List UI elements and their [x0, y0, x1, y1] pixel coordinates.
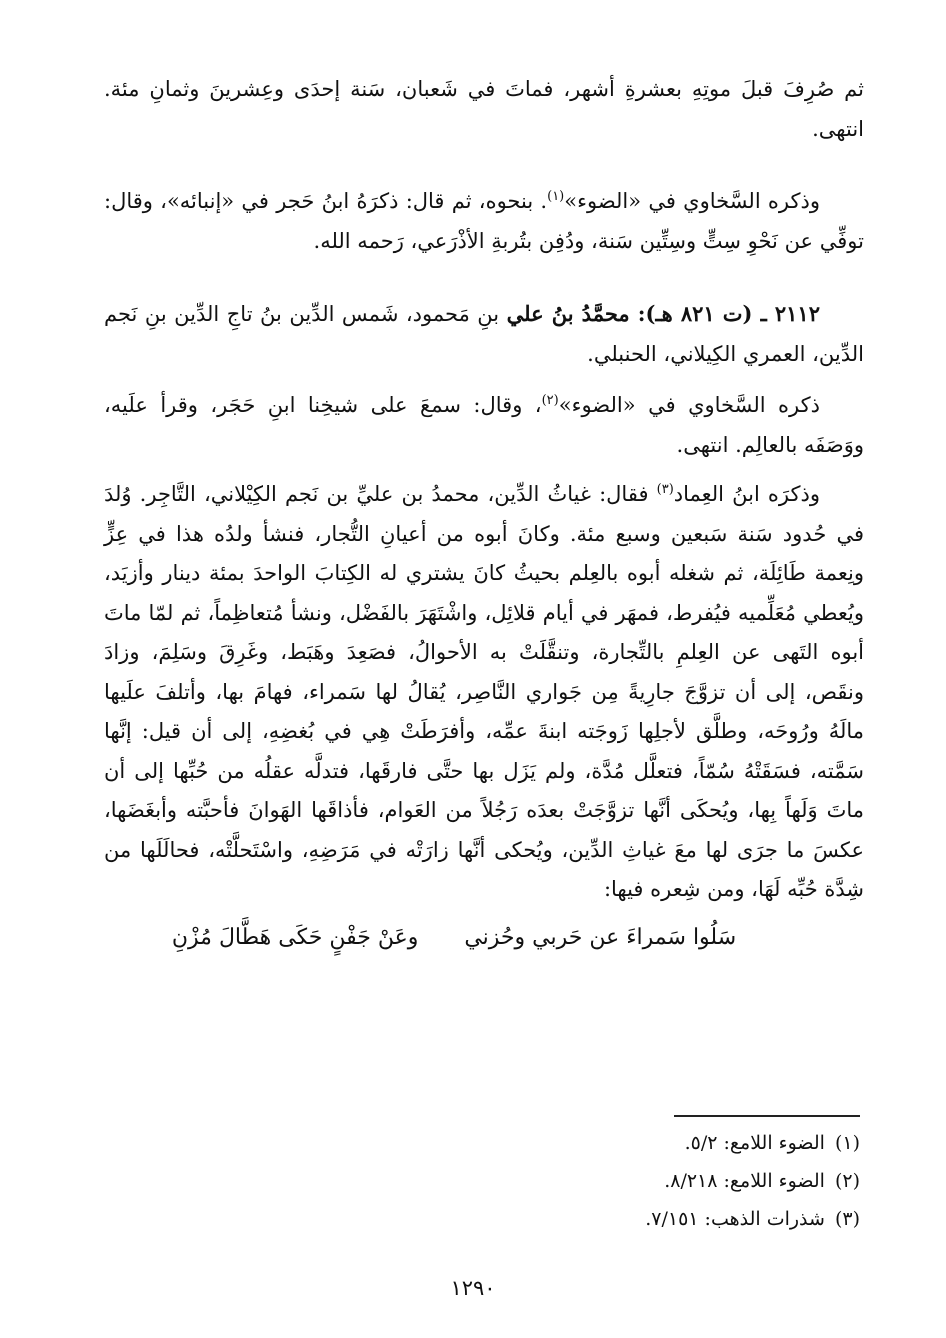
verse-left-hemistich: وعَنْ جَفْنٍ حَكَى هَطَّالَ مُزْنِ: [171, 924, 419, 950]
page-number: ١٢٩٠: [450, 1276, 496, 1300]
poetry-verse: [104, 918, 804, 958]
footnotes: [360, 1124, 860, 1238]
footnote-ref-3: (٣): [656, 482, 674, 497]
footnote-text: شذرات الذهب: ٧/١٥١.: [645, 1208, 825, 1230]
footnote-number: (٣): [834, 1208, 860, 1230]
verse-right-hemistich: سَلُوا سَمراءَ عن حَربي وحُزني: [464, 924, 737, 950]
entry-heading: [104, 294, 864, 374]
paragraph-2-text-a: وذكره السَّخاوي في «الضوء»: [564, 189, 820, 213]
paragraph-2: [104, 182, 864, 261]
page-body: [104, 70, 864, 958]
footnote-item: [360, 1200, 860, 1238]
paragraph-1: [104, 70, 864, 149]
footnote-text: الضوء اللامع: ٥/٢.: [684, 1132, 825, 1154]
paragraph-4-text-b: ، وقال: سمعَ على شيخِنا ابنِ حَجَر، وقرأ علَيه، ووَصَفَه بالعالِم. انتهى.: [104, 393, 864, 457]
footnote-item: [360, 1162, 860, 1200]
entry-title: ٢١١٢ ـ (ت ٨٢١ هـ): محمَّدُ بنُ علي: [506, 301, 820, 326]
footnote-text: الضوء اللامع: ٨/٢١٨.: [664, 1170, 825, 1192]
footnote-number: (٢): [834, 1170, 860, 1192]
paragraph-1-text: ثم صُرِفَ قبلَ موتِهِ بعشرةِ أشهر، فماتَ في شَعبان، سَنة إحدَى وعِشرينَ وثمانِ مئة. انتهى.: [104, 77, 864, 141]
paragraph-4-text-a: ذكره السَّخاوي في «الضوء»: [558, 393, 820, 417]
paragraph-5-text-b: فقال: غياثُ الدِّين، محمدُ بن عليِّ بن نَجم الكِيْلاني، التَّاجِر. وُلدَ في حُدود سَنة سَبعين وسبع مئة. وكانَ أبوه من أعيانِ التُّجار، فنشأ ولدُه هذا في عِزٍّ ونِعمة طَائِلَة، ثم شغله أبوه بالعِلم بحيثُ كانَ يشتري له الكِتابَ الواحدَ بمئة دينار وأزيَد، ويُعطي مُعَلِّميه فيُفرط، فمهَر في أيام قلائِل، واشْتَهَرَ بالفَضْل، ونشأ مُتعاظِماً، ثم لمّا ماتَ أبوه التَهى عن العِلمِ بالتِّجارة، وتنقَّلَتْ به الأحوالُ، فصَعِدَ وهَبَط، وغَرِقَ وسَلِمَ، وزادَ ونقَص، إلى أن تزوَّجَ جارِيةً مِن جَواري النَّاصِر، يُقالُ لها سَمراء، فهامَ بها، وأتلفَ علَيها مالَهُ ورُوحَه، وطلَّق لأجلِها زَوجَته ابنةَ عمِّه، وأفرَطَتْ هِي في بُغضِهِ، إلى أن قيل: إنَّها سَمَّته، فسَقَتْهُ سُمّاً، فتعلَّل مُدَّة، ولم يَزَل بها حتَّى فارقَها، فتدلَّه عقلُه من حُبِّها إلى أن ماتَ وَلَهاً بِها، ويُحكَى أنَّها تزوَّجَتْ بعدَه رَجُلاً من العَوام، فأذاقَها الهَوانَ فأحبَّته وأبغَضَها، عكسَ ما جرَى لها معَ غياثِ الدِّين، ويُحكى أنَّها زارَتْه في مَرَضِهِ، واسْتَحلَّتْه، فحالَلَها من شِدَّة حُبِّه لَهَا، ومن شِعره فيها:: [104, 482, 864, 901]
entry-title-rest: بنِ مَحمود، شَمس الدِّين بنُ تاجِ الدِّين بنِ نَجم الدِّين، العمري الكِيلاني، الحنبلي.: [104, 302, 864, 366]
footnote-item: [360, 1124, 860, 1162]
footnote-divider: [674, 1115, 860, 1117]
footnote-number: (١): [834, 1132, 860, 1154]
paragraph-4: [104, 386, 864, 465]
paragraph-5: [104, 475, 864, 910]
paragraph-5-text-a: وذكرَه ابنُ العِماد: [673, 482, 820, 506]
footnote-ref-2: (٢): [541, 393, 559, 408]
footnote-ref-1: (١): [547, 189, 565, 204]
paragraph-2-text-b: . بنحوه، ثم قال: ذكرَهُ ابنُ حَجر في «إنبائه»، وقال: توفِّي عن نَحْوِ سِتٍّ وسِتِّين سَنة، ودُفِن بتُربةِ الأذْرَعي، رَحمه الله.: [104, 189, 864, 253]
